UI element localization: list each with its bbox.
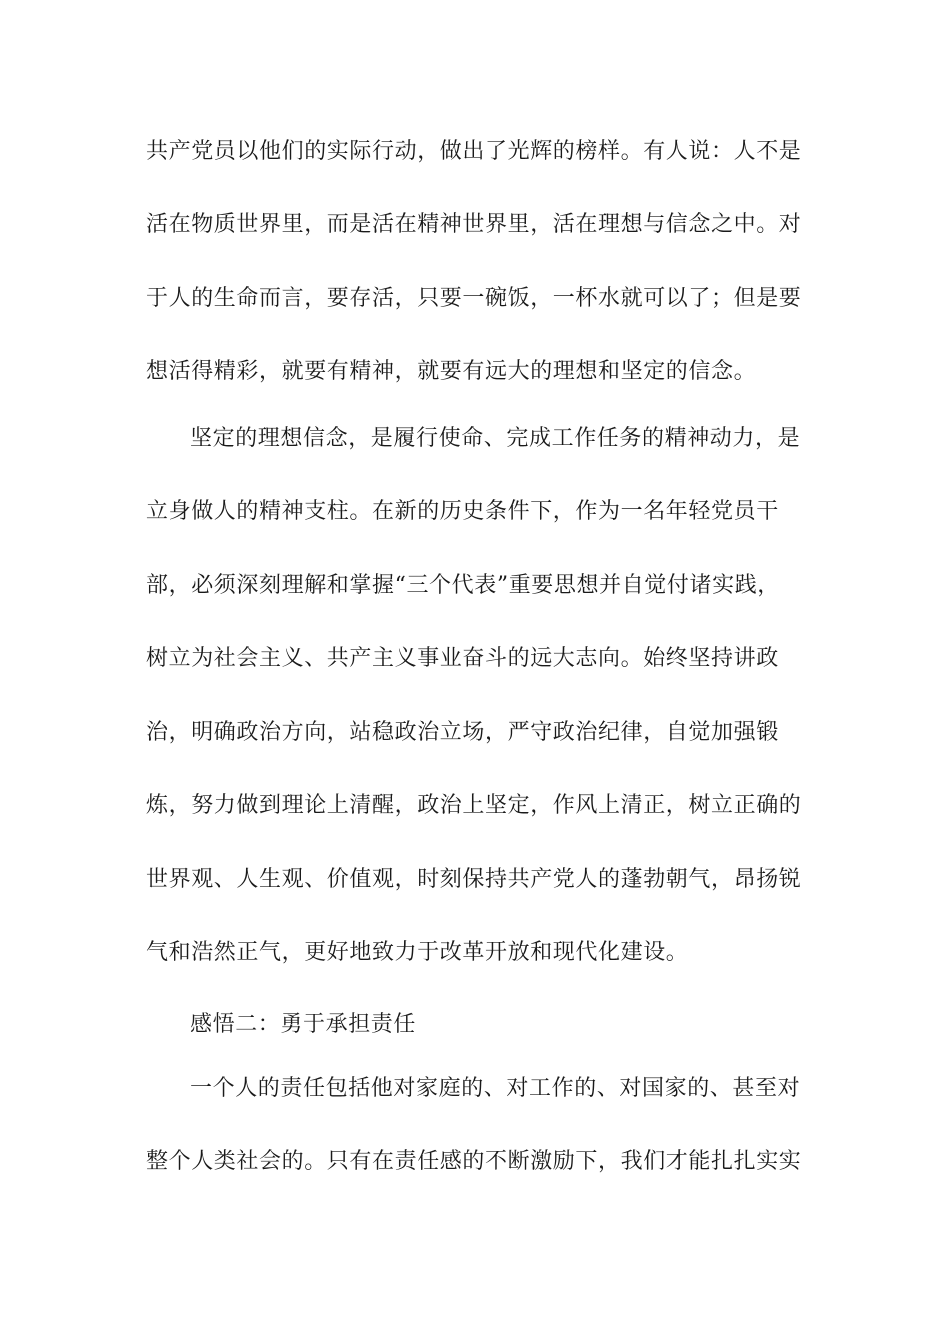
paragraph-start-line: 坚定的理想信念，是履行使命、完成工作任务的精神动力，是 [190,426,801,451]
text-line-3: 于人的生命而言，要存活，只要一碗饭，一杯水就可以了；但是要 [146,286,802,311]
text-line-8: 树立为社会主义、共产主义事业奋斗的远大志向。始终坚持讲政 [146,646,779,671]
text-line-6: 立身做人的精神支柱。在新的历史条件下，作为一名年轻党员干 [146,499,779,524]
text-line-7: 部，必须深刻理解和掌握“三个代表”重要思想并自觉付诸实践， [146,573,780,598]
text-line-4: 想活得精彩，就要有精神，就要有远大的理想和坚定的信念。 [146,359,757,384]
text-line-9: 治，明确政治方向，站稳政治立场，严守政治纪律，自觉加强锻 [146,720,779,745]
text-line-12: 气和浩然正气，更好地致力于改革开放和现代化建设。 [146,940,689,965]
text-line-10: 炼，努力做到理论上清醒，政治上坚定，作风上清正，树立正确的 [146,793,802,818]
section-heading: 感悟二：勇于承担责任 [190,1012,417,1037]
text-line-1: 共产党员以他们的实际行动，做出了光辉的榜样。有人说：人不是 [146,139,802,164]
paragraph-start-line: 一个人的责任包括他对家庭的、对工作的、对国家的、甚至对 [190,1076,801,1101]
text-line-2: 活在物质世界里，而是活在精神世界里，活在理想与信念之中。对 [146,212,802,237]
text-line-15: 整个人类社会的。只有在责任感的不断激励下，我们才能扎扎实实 [146,1149,802,1174]
text-line-11: 世界观、人生观、价值观，时刻保持共产党人的蓬勃朝气，昂扬锐 [146,867,802,892]
